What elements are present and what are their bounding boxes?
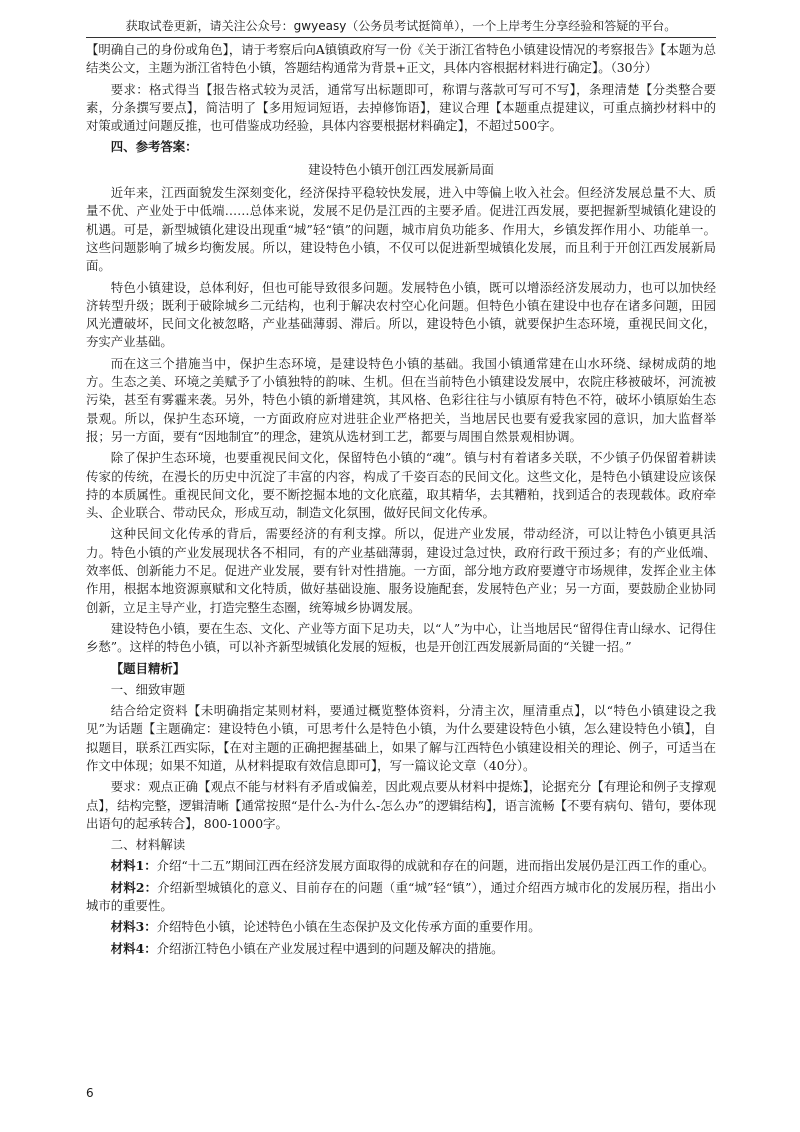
material-item-3 (86, 918, 716, 936)
intro-paragraph-1: 【明确自己的身份或角色】，请于考察后向A镇镇政府写一份《关于浙江省特色小镇建设情况的考察报告》【本题为总结类公文，主题为浙江省特色小镇，答题结构通常为背景+正文，具体内容根据材料进行确定】。（30分） (86, 42, 716, 76)
essay-paragraph-2: 特色小镇建设，总体利好，但也可能导致很多问题。发展特色小镇，既可以增添经济发展动力，也可以加快经济转型升级；既利于破除城乡二元结构，也利于解决农村空心化问题。但特色小镇在建设中也存在诸多问题，田园风光遭破坏，民间文化被忽略，产业基础薄弱、滞后。所以，建设特色小镇，就要保护生态环境，重视民间文化，夯实产业基础。 (86, 279, 716, 350)
header-banner: 获取试卷更新，请关注公众号：gwyeasy（公务员考试挺简单），一个上岸考生分享经验和答疑的平台。 (125, 19, 677, 33)
document-body (86, 41, 716, 961)
header-divider (86, 37, 716, 38)
analysis-subheading-1: 一、细致审题 (110, 681, 186, 697)
material-label-3: 材料3： (110, 919, 157, 935)
section-heading-reference-answer: 四、参考答案： (110, 139, 198, 155)
material-text-1: 介绍“十二五”期间江西在经济发展方面取得的成就和存在的问题，进而指出发展仍是江西工作的重心。 (156, 858, 715, 874)
material-text-4: 介绍浙江特色小镇在产业发展过程中遇到的问题及解决的措施。 (156, 940, 504, 956)
material-label-1: 材料1： (110, 858, 157, 874)
essay-paragraph-4: 除了保护生态环境，也要重视民间文化，保留特色小镇的“魂”。镇与村有着诸多关联，不少镇子仍保留着耕读传家的传统，在漫长的历史中沉淀了丰富的内容，构成了千姿百态的民间文化。这些文化，是特色小镇建设应该保持的本质属性。重视民间文化，要不断挖掘本地的文化底蕴，取其精华，去其糟粕，找到适合的表现载体。政府牵头、企业联合、带动民众，形成互动，制造文化氛围，做好民间文化传承。 (86, 450, 716, 521)
essay-paragraph-3: 而在这三个措施当中，保护生态环境，是建设特色小镇的基础。我国小镇通常建在山水环绕、绿树成荫的地方。生态之美、环境之美赋予了小镇独特的韵味、生机。但在当前特色小镇建设发展中，农院庄移被破坏，河流被污染，甚至有雾霾来袭。另外，特色小镇的新增建筑，其风格、色彩往往与小镇原有特色不符，破坏小镇原始生态景观。所以，保护生态环境，一方面政府应对进驻企业严格把关，当地居民也要有爱我家园的意识，加大监督举报；另一方面，要有“因地制宜”的理念，建筑从选材到工艺，都要与周围自然景观相协调。 (86, 355, 716, 444)
material-text-2: 介绍新型城镇化的意义、目前存在的问题（重“城”轻“镇”），通过介绍西方城市化的发展历程，指出小城市的重要性。 (86, 879, 717, 914)
analysis-paragraph-1: 结合给定资料【未明确指定某则材料，要通过概览整体资料，分清主次，厘清重点】，以“特色小镇建设之我见”为话题【主题确定：建设特色小镇，可思考什么是特色小镇，为什么要建设特色小镇，怎么建设特色小镇】，自拟题目，联系江西实际，【在对主题的正确把握基础上，如果了解与江西特色小镇建设相关的理论、例子，可适当在作文中体现；如果不知道，从材料提取有效信息即可】，写一篇议论文章（40分）。 (86, 703, 716, 773)
material-item-1 (86, 857, 716, 875)
material-label-2: 材料2： (110, 879, 158, 895)
intro-paragraph-2: 要求：格式得当【报告格式较为灵活，通常写出标题即可，称谓与落款可写可不写】，条理清楚【分类整合要素，分条撰写要点】，简洁明了【多用短词短语，去掉修饰语】，建议合理【本题重点提建议，可重点摘抄材料中的对策或通过问题反推，也可借鉴成功经验，具体内容要根据材料确定】，不超过500字。 (86, 81, 716, 134)
analysis-paragraph-2: 要求：观点正确【观点不能与材料有矛盾或偏差，因此观点要从材料中提炼】，论据充分【有理论和例子支撑观点】，结构完整，逻辑清晰【通常按照“是什么-为什么-怎么办”的逻辑结构】，语言流畅【不要有病句、错句，要体现出语句的起承转合】，800-1000字。 (86, 779, 716, 831)
essay-paragraph-6: 建设特色小镇，要在生态、文化、产业等方面下足功夫，以“人”为中心，让当地居民“留得住青山绿水、记得住乡愁”。这样的特色小镇，可以补齐新型城镇化发展的短板，也是开创江西发展新局面的“关键一招。” (86, 620, 716, 655)
material-item-4 (86, 940, 716, 958)
material-label-4: 材料4： (110, 940, 157, 956)
essay-title: 建设特色小镇开创江西发展新局面 (308, 161, 494, 177)
analysis-subheading-2: 二、材料解读 (110, 837, 186, 853)
material-item-2 (86, 879, 716, 916)
essay-paragraph-1: 近年来，江西面貌发生深刻变化，经济保持平稳较快发展，进入中等偏上收入社会。但经济发展总量不大、质量不优、产业处于中低端……总体来说，发展不足仍是江西的主要矛盾。促进江西发展，要把握新型城镇化建设的机遇。可是，新型城镇化建设出现重“城”轻“镇”的问题，城市肩负功能多、作用大，乡镇发挥作用小、功能单一。这些问题影响了城乡均衡发展。所以，建设特色小镇，不仅可以促进新型城镇化发展，而且利于开创江西发展新局面。 (86, 185, 716, 274)
essay-paragraph-5: 这种民间文化传承的背后，需要经济的有利支撑。所以，促进产业发展，带动经济，可以让特色小镇更具活力。特色小镇的产业发展现状各不相同，有的产业基础薄弱，建设过急过快，政府行政干预过多；有的产业低端、效率低、创新能力不足。促进产业发展，要有针对性措施。一方面，部分地方政府要遵守市场规律，发挥企业主体作用，根据本地资源禀赋和文化特质，做好基础设施、服务设施配套，发展特色产业；另一方面，要鼓励企业协同创新，立足主导产业，打造完整生态圈，统筹城乡协调发展。 (86, 526, 716, 615)
analysis-heading: 【题目精析】 (110, 660, 186, 676)
page-number: 6 (86, 1086, 94, 1100)
material-text-3: 介绍特色小镇，论述特色小镇在生态保护及文化传承方面的重要作用。 (156, 919, 541, 935)
